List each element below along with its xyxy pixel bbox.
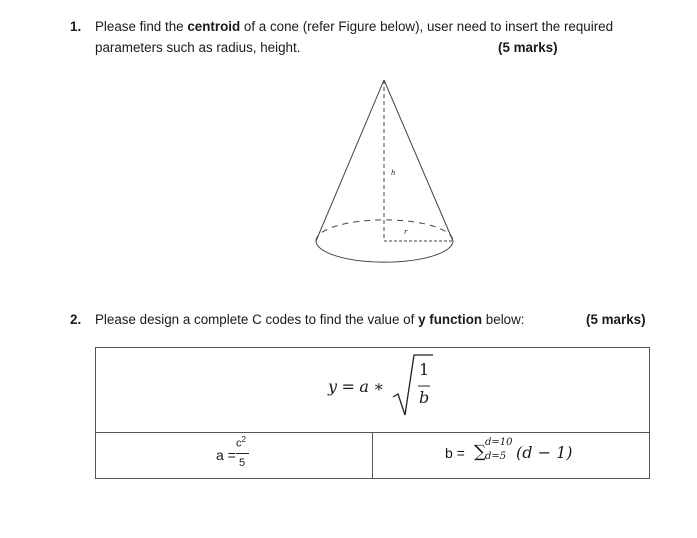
times-operator: ∗ (373, 377, 385, 396)
question-2-text-prefix: Please design a complete C codes to find the value of (95, 312, 415, 327)
a-numerator-exponent: 2 (241, 435, 246, 444)
question-2-marks: (5 marks) (586, 312, 646, 327)
question-2-text-suffix: below: (485, 312, 525, 327)
a-formula-cell (96, 433, 373, 479)
formula-table (95, 347, 650, 479)
y-variable: y (328, 377, 338, 396)
a-label: a = (216, 447, 236, 463)
a-numerator-base: c (236, 437, 242, 450)
question-1-marks: (5 marks) (498, 40, 558, 55)
question-1-text-suffix: of a cone (refer Figure below), user need to insert the required (243, 19, 614, 34)
question-2-keyword: y function (418, 312, 483, 327)
question-1-line-2: parameters such as radius, height. (95, 40, 301, 55)
a-variable: a (359, 377, 369, 396)
a-denominator: 5 (239, 457, 246, 469)
cone-figure (300, 75, 470, 265)
b-formula-cell (373, 433, 650, 479)
sum-lower-limit: d=5 (485, 451, 507, 462)
question-1-text-prefix: Please find the (95, 19, 184, 34)
cone-base-front (316, 241, 453, 262)
formula-row-ab (96, 433, 650, 479)
formula-row-y (96, 348, 650, 433)
fraction-denominator: b (419, 388, 430, 407)
cone-left-edge (316, 80, 384, 241)
sum-term: (d − 1) (516, 443, 573, 462)
height-label: h (391, 169, 396, 177)
a-fraction-bar (236, 453, 249, 454)
sigma-symbol: ∑ (474, 442, 487, 462)
y-formula (328, 377, 384, 397)
b-label: b = (445, 445, 465, 461)
question-2-line (95, 312, 525, 327)
question-1-keyword: centroid (187, 19, 241, 34)
question-1-number: 1. (70, 19, 82, 34)
y-formula-cell (96, 348, 650, 433)
y-equals: = (341, 377, 355, 396)
question-2-number: 2. (70, 312, 82, 327)
radius-label: r (404, 228, 408, 236)
question-1-line-1 (95, 19, 613, 34)
a-numerator (236, 435, 246, 450)
sum-upper-limit: d=10 (485, 437, 513, 448)
cone-right-edge (384, 80, 453, 241)
fraction-numerator: 1 (419, 360, 430, 379)
